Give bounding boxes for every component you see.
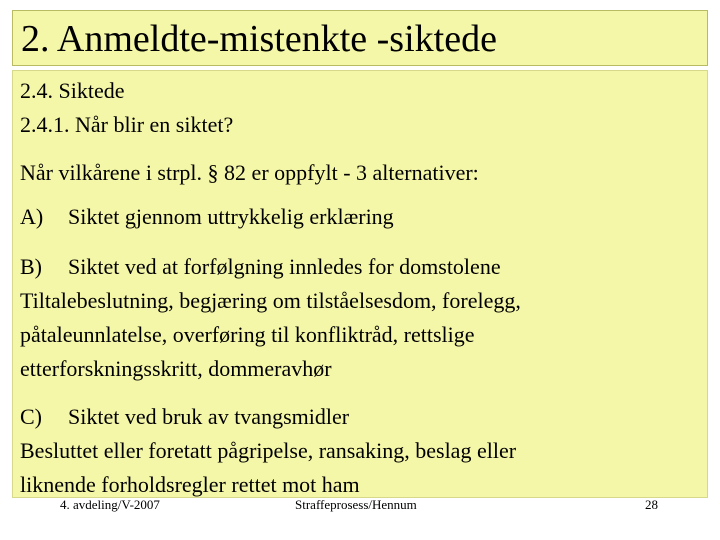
slide-title: 2. Anmeldte-mistenkte -siktede bbox=[21, 18, 497, 60]
slide-title-bar bbox=[12, 10, 708, 66]
alternative-c-heading bbox=[20, 404, 516, 430]
alternative-b-heading bbox=[20, 254, 521, 280]
alternative-b-text: Siktet ved at forfølgning innledes for domstolene bbox=[68, 254, 501, 279]
footer-page-number: 28 bbox=[645, 497, 658, 512]
alternative-a-text: Siktet gjennom uttrykkelig erklæring bbox=[68, 204, 394, 229]
footer-subject: Straffeprosess/Hennum bbox=[295, 497, 417, 512]
alternative-c bbox=[20, 404, 516, 498]
alternative-c-detail: liknende forholdsregler rettet mot ham bbox=[20, 472, 360, 497]
alternative-b-detail: Tiltalebeslutning, begjæring om tilståelsesdom, forelegg, bbox=[20, 288, 521, 313]
alternative-c-text: Siktet ved bruk av tvangsmidler bbox=[68, 404, 350, 429]
alternative-b-label: B) bbox=[20, 254, 42, 279]
slide-content bbox=[12, 70, 708, 498]
alternative-c-detail: Besluttet eller foretatt pågripelse, ransaking, beslag eller bbox=[20, 438, 517, 463]
alternative-c-label: C) bbox=[20, 404, 42, 429]
alternative-a-label: A) bbox=[20, 204, 44, 229]
intro-text: Når vilkårene i strpl. § 82 er oppfylt - 3 alternativer: bbox=[20, 160, 479, 185]
alternative-a-heading bbox=[20, 204, 394, 230]
alternative-b bbox=[20, 254, 521, 382]
subsection-heading: 2.4.1. Når blir en siktet? bbox=[20, 112, 234, 137]
footer-course: 4. avdeling/V-2007 bbox=[60, 497, 160, 512]
section-heading: 2.4. Siktede bbox=[20, 78, 125, 103]
alternative-b-detail: etterforskningsskritt, dommeravhør bbox=[20, 356, 332, 381]
alternative-a bbox=[20, 204, 394, 230]
alternative-b-detail: påtaleunnlatelse, overføring til konfliktråd, rettslige bbox=[20, 322, 475, 347]
